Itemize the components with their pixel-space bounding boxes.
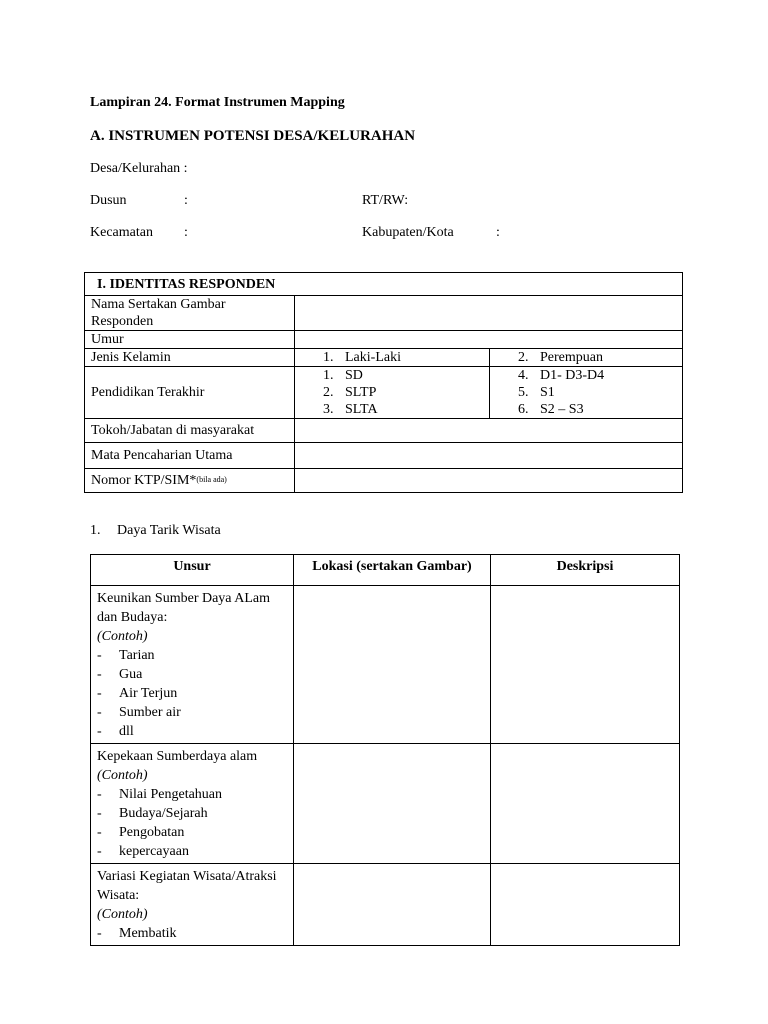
table-row-variasi-deskripsi[interactable] [491,864,680,946]
kabupaten-label: Kabupaten/Kota [362,225,454,240]
gender-option-2[interactable]: 2. Perempuan [490,349,683,367]
table-row-variasi-lokasi[interactable] [294,864,491,946]
row-example-label: (Contoh) [97,629,148,644]
education-option-d1-d3-d4[interactable]: 4. D1- D3-D4 [518,368,605,383]
row-example-label: (Contoh) [97,768,148,783]
table-row-keunikan-unsur [91,586,294,744]
dusun-colon: : [184,193,188,208]
identitas-header: I. IDENTITAS RESPONDEN [85,273,683,296]
umur-field[interactable] [295,331,683,349]
section-title: A. INSTRUMEN POTENSI DESA/KELURAHAN [90,128,416,144]
rtrw-label: RT/RW: [362,193,409,208]
list-item: - kepercayaan [97,844,189,859]
jenis-kelamin-label: Jenis Kelamin [85,349,295,367]
identitas-table [84,272,683,493]
mata-pencaharian-label: Mata Pencaharian Utama [85,443,295,469]
list-item: - Gua [97,667,143,682]
gender-option-1[interactable]: 1. Laki-Laki [295,349,490,367]
list-item: - Air Terjun [97,686,178,701]
education-option-slta[interactable]: 3. SLTA [323,402,378,417]
nama-label: Nama Sertakan Gambar Responden [85,296,295,331]
dusun-label: Dusun [90,193,127,208]
umur-label: Umur [85,331,295,349]
tokoh-field[interactable] [295,419,683,443]
list-item: - Tarian [97,648,155,663]
daya-tarik-heading: Daya Tarik Wisata [117,523,221,538]
column-header-deskripsi: Deskripsi [491,555,680,586]
table-row-kepekaan-lokasi[interactable] [294,744,491,864]
daya-tarik-table [90,554,680,946]
nomor-ktp-note: (bila ada) [196,475,227,484]
education-option-sltp[interactable]: 2. SLTP [323,385,377,400]
daya-tarik-number: 1. [90,523,101,538]
row-example-label: (Contoh) [97,907,148,922]
education-options-right [490,367,683,419]
education-option-sd[interactable]: 1. SD [323,368,363,383]
pendidikan-label: Pendidikan Terakhir [85,367,295,419]
list-item: - Nilai Pengetahuan [97,787,223,802]
nomor-ktp-field[interactable] [295,469,683,493]
kecamatan-colon: : [184,225,188,240]
mata-pencaharian-field[interactable] [295,443,683,469]
row-title: Kepekaan Sumberdaya alam [97,749,258,764]
nomor-ktp-label: Nomor KTP/SIM*$^{(bila ada)}$ [85,469,295,493]
list-item: - dll [97,724,134,739]
column-header-lokasi: Lokasi (sertakan Gambar) [294,555,491,586]
table-row-variasi-unsur [91,864,294,946]
column-header-unsur: Unsur [91,555,294,586]
education-option-s1[interactable]: 5. S1 [518,385,555,400]
list-item: - Budaya/Sejarah [97,806,208,821]
table-row-kepekaan-deskripsi[interactable] [491,744,680,864]
document-title: Lampiran 24. Format Instrumen Mapping [90,95,345,110]
kecamatan-label: Kecamatan [90,225,153,240]
table-row-keunikan-lokasi[interactable] [294,586,491,744]
list-item: - Membatik [97,926,177,941]
table-row-kepekaan-unsur [91,744,294,864]
list-item: - Pengobatan [97,825,185,840]
desa-label: Desa/Kelurahan : [90,161,188,176]
nama-field[interactable] [295,296,683,331]
row-title: Variasi Kegiatan Wisata/Atraksi Wisata: [97,869,277,903]
education-options-left [295,367,490,419]
kabupaten-colon: : [496,225,500,240]
list-item: - Sumber air [97,705,181,720]
tokoh-label: Tokoh/Jabatan di masyarakat [85,419,295,443]
education-option-s2-s3[interactable]: 6. S2 – S3 [518,402,584,417]
row-title: Keunikan Sumber Daya ALam dan Budaya: [97,591,271,625]
table-row-keunikan-deskripsi[interactable] [491,586,680,744]
